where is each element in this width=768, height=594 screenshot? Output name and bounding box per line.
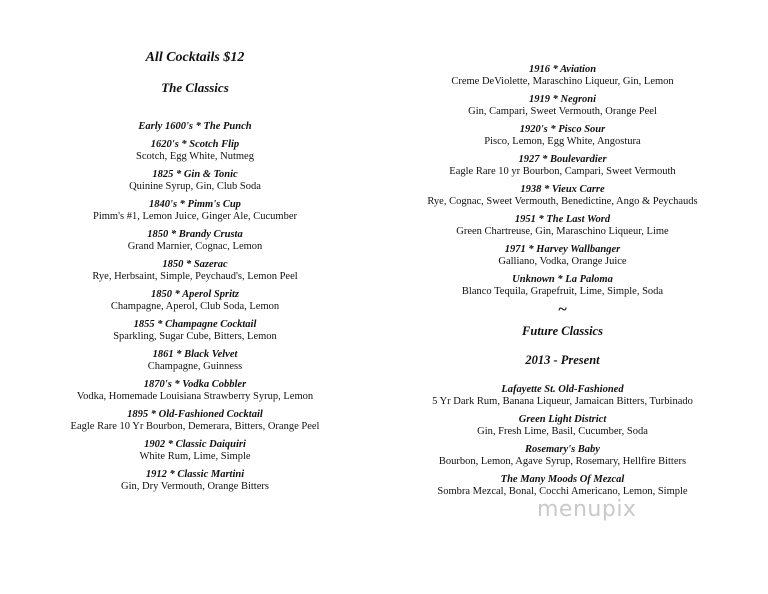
cocktail-ingredients: Gin, Fresh Lime, Basil, Cucumber, Soda — [477, 426, 648, 437]
cocktail-ingredients: 5 Yr Dark Rum, Banana Liqueur, Jamaican Bitters, Turbinado — [432, 396, 693, 407]
cocktail-name: The Many Moods Of Mezcal — [500, 474, 625, 485]
cocktail-name: 1912 * Classic Martini — [145, 469, 245, 480]
cocktail-name: 1919 * Negroni — [528, 94, 597, 105]
cocktail-name: 1870's * Vodka Cobbler — [143, 379, 247, 390]
cocktail-ingredients: Galliano, Vodka, Orange Juice — [498, 256, 627, 267]
cocktail-ingredients: Gin, Dry Vermouth, Orange Bitters — [121, 481, 269, 492]
menu-item — [395, 124, 730, 148]
menu-item — [40, 229, 350, 253]
cocktail-ingredients: Green Chartreuse, Gin, Maraschino Liqueur, Lime — [456, 226, 669, 237]
cocktail-ingredients: Vodka, Homemade Louisiana Strawberry Syrup, Lemon — [76, 391, 314, 402]
right-column — [395, 64, 730, 504]
cocktail-name: 1620's * Scotch Flip — [150, 139, 240, 150]
menu-item — [395, 384, 730, 408]
menu-item — [395, 214, 730, 238]
cocktail-ingredients: Sombra Mezcal, Bonal, Cocchi Americano, Lemon, Simple — [437, 486, 688, 497]
classics-list-right — [395, 64, 730, 298]
menu-item — [40, 439, 350, 463]
cocktail-ingredients: Champagne, Guinness — [147, 361, 243, 372]
menu-item — [395, 274, 730, 298]
menu-item — [40, 409, 350, 433]
section-divider: ~ — [558, 301, 567, 318]
price-heading: All Cocktails $12 — [145, 50, 245, 65]
cocktail-name: 1920's * Pisco Sour — [519, 124, 606, 135]
menu-item — [40, 169, 350, 193]
cocktail-name: 1916 * Aviation — [528, 64, 597, 75]
menu-item — [395, 64, 730, 88]
classics-list-left — [40, 121, 350, 493]
menu-item — [40, 289, 350, 313]
cocktail-name: 1825 * Gin & Tonic — [152, 169, 238, 180]
cocktail-name: 1850 * Brandy Crusta — [147, 229, 243, 240]
cocktail-name: 1971 * Harvey Wallbanger — [504, 244, 621, 255]
cocktail-name: 1855 * Champagne Cocktail — [133, 319, 257, 330]
cocktail-name: 1927 * Boulevardier — [518, 154, 607, 165]
section-heading-future: Future Classics — [522, 324, 603, 338]
menu-item — [395, 244, 730, 268]
menu-item — [395, 444, 730, 468]
cocktail-name: Unknown * La Paloma — [512, 274, 613, 285]
cocktail-name: 1902 * Classic Daiquiri — [144, 439, 246, 450]
cocktail-name: 1850 * Sazerac — [162, 259, 228, 270]
menu-item — [395, 414, 730, 438]
menu-item — [395, 94, 730, 118]
cocktail-ingredients: Rye, Herbsaint, Simple, Peychaud's, Lemon Peel — [92, 271, 298, 282]
left-column — [40, 50, 350, 499]
cocktail-ingredients: Eagle Rare 10 yr Bourbon, Campari, Sweet Vermouth — [449, 166, 676, 177]
cocktail-name: Early 1600's * The Punch — [138, 121, 252, 132]
cocktail-ingredients: Sparkling, Sugar Cube, Bitters, Lemon — [113, 331, 277, 342]
section-heading-classics: The Classics — [161, 80, 229, 95]
cocktail-name: 1951 * The Last Word — [514, 214, 611, 225]
menu-item — [395, 184, 730, 208]
cocktail-name: 1840's * Pimm's Cup — [149, 199, 241, 210]
cocktail-ingredients: Eagle Rare 10 Yr Bourbon, Demerara, Bitters, Orange Peel — [70, 421, 320, 432]
cocktail-ingredients: White Rum, Lime, Simple — [139, 451, 251, 462]
cocktail-name: Rosemary's Baby — [525, 444, 600, 455]
future-date-range: 2013 - Present — [525, 353, 600, 367]
menu-item — [40, 379, 350, 403]
menu-item — [40, 121, 350, 133]
menu-item — [40, 259, 350, 283]
cocktail-name: 1861 * Black Velvet — [152, 349, 238, 360]
menu-item — [395, 474, 730, 498]
menu-item — [40, 349, 350, 373]
cocktail-name: Lafayette St. Old-Fashioned — [501, 384, 624, 395]
cocktail-ingredients: Gin, Campari, Sweet Vermouth, Orange Peel — [468, 106, 657, 117]
menu-item — [40, 139, 350, 163]
cocktail-name: Green Light District — [518, 414, 607, 425]
cocktail-ingredients: Pimm's #1, Lemon Juice, Ginger Ale, Cucumber — [93, 211, 297, 222]
cocktail-ingredients: Creme DeViolette, Maraschino Liqueur, Gin, Lemon — [451, 76, 674, 87]
cocktail-ingredients: Rye, Cognac, Sweet Vermouth, Benedictine, Ango & Peychauds — [427, 196, 698, 207]
future-list — [395, 384, 730, 498]
menu-item — [40, 469, 350, 493]
cocktail-ingredients: Blanco Tequila, Grapefruit, Lime, Simple, Soda — [461, 286, 664, 297]
menu-item — [40, 319, 350, 343]
cocktail-name: 1938 * Vieux Carre — [520, 184, 605, 195]
cocktail-ingredients: Champagne, Aperol, Club Soda, Lemon — [110, 301, 280, 312]
cocktail-name: 1895 * Old-Fashioned Cocktail — [127, 409, 263, 420]
menu-item — [40, 199, 350, 223]
cocktail-ingredients: Pisco, Lemon, Egg White, Angostura — [484, 136, 641, 147]
cocktail-ingredients: Quinine Syrup, Gin, Club Soda — [129, 181, 261, 192]
cocktail-ingredients: Bourbon, Lemon, Agave Syrup, Rosemary, Hellfire Bitters — [438, 456, 687, 467]
watermark-logo: menupix — [537, 497, 637, 522]
cocktail-name: 1850 * Aperol Spritz — [151, 289, 239, 300]
cocktail-ingredients: Grand Marnier, Cognac, Lemon — [127, 241, 263, 252]
cocktail-ingredients: Scotch, Egg White, Nutmeg — [136, 151, 254, 162]
menu-item — [395, 154, 730, 178]
